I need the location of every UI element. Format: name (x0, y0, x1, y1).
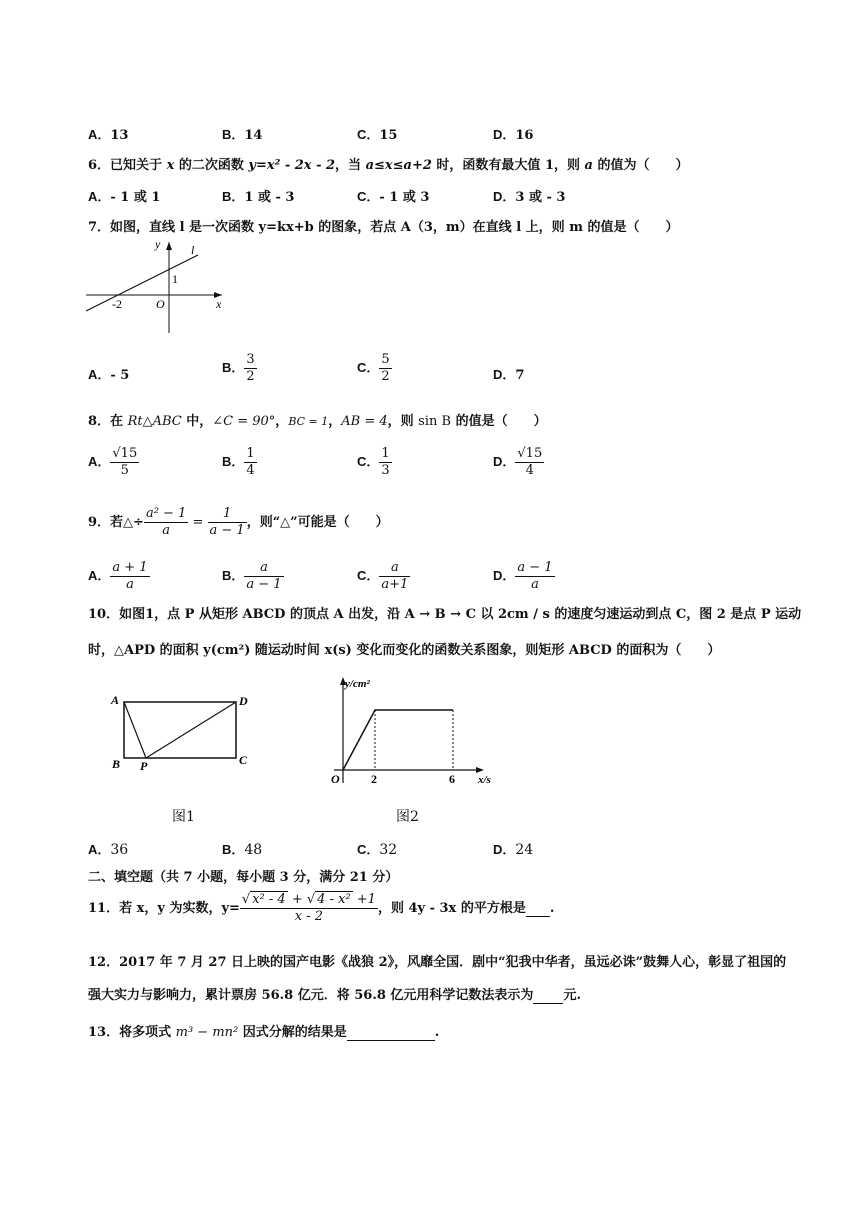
q9-option-a (88, 560, 150, 593)
q7-y-arrow (166, 242, 172, 250)
q10-figure-1 (108, 690, 258, 774)
q8-option-b-den: 4 (246, 463, 255, 478)
q8-option-a-den: 5 (120, 463, 129, 478)
q7-graph (80, 236, 230, 336)
fig1-label-a: A (111, 693, 120, 707)
fig2-tick-6: 6 (449, 772, 455, 786)
q11-plus: + (287, 892, 307, 907)
q6-var-a: a (584, 158, 593, 173)
q9-num: a² − 1 (145, 506, 187, 521)
q11-stem (88, 892, 554, 925)
q6-option-a-value: - 1 或 1 (110, 190, 161, 205)
q9-equals: = (188, 515, 208, 530)
q8-option-c-label: C． (357, 454, 380, 469)
segment-ap (124, 702, 146, 758)
q7-option-c-den: 2 (381, 369, 390, 384)
q8-sinb: sin B (418, 414, 452, 429)
q5-option-a-label: A． (88, 127, 111, 142)
q12-text-a: 强大实力与影响力，累计票房 56.8 亿元．将 56.8 亿元用科学记数法表示为 (88, 988, 534, 1003)
q5-option-b (222, 124, 262, 143)
q11-answer-blank[interactable] (526, 901, 550, 917)
q9-option-a-label: A． (88, 568, 111, 583)
q12-line-1: 12．2017 年 7 月 27 日上映的国产电影《战狼 2》，风靡全国．剧中“犯我中华者，虽远必诛”鼓舞人心，彰显了祖国的 (88, 955, 787, 970)
q9-fraction-2 (208, 506, 247, 539)
q8-option-a-fraction (110, 446, 139, 479)
q7-option-d-value: 7 (515, 368, 525, 383)
q13-answer-blank[interactable] (347, 1025, 435, 1041)
q9-stem (88, 506, 389, 539)
q13-text-a: 13．将多项式 (88, 1025, 176, 1040)
q9-option-b-den: a − 1 (246, 577, 282, 592)
q11-text-c: . (549, 901, 555, 916)
q7-option-b (222, 352, 257, 385)
q9-option-d-den: a (531, 577, 539, 592)
q8-bc: BC = 1 (288, 415, 329, 428)
q10-option-a-value: 36 (110, 842, 129, 858)
q8-option-c-num: 1 (381, 446, 390, 461)
q6-var-x: x (166, 158, 175, 173)
q6-text-b: 的二次函数 (174, 158, 249, 173)
q10-line-2: 时，△APD 的面积 y(cm²) 随运动时间 x(s) 变化而变化的函数关系图象，则矩形 ABCD 的面积为（ ） (88, 643, 721, 658)
q5-option-d-label: D． (493, 127, 516, 142)
q8-text-a: 8．在 (88, 414, 128, 429)
q8-option-b-fraction (244, 446, 256, 479)
q8-ab: AB = 4 (341, 414, 388, 429)
q9-option-c-label: C． (357, 568, 380, 583)
q8-angle: ∠C = 90° (212, 414, 276, 429)
q6-option-d-value: 3 或 - 3 (515, 190, 566, 205)
q5-option-a (88, 124, 128, 143)
fig2-x-label: x/s (478, 774, 491, 786)
q6-stem (88, 154, 689, 173)
q11-numerator: √ x² - 4 + √ 4 - x² +1 (241, 892, 376, 907)
q5-option-d-value: 16 (515, 128, 534, 143)
segment-pd (146, 702, 236, 758)
q8-text-j: 的值是（ ） (451, 414, 547, 429)
q9-den: a (162, 523, 171, 538)
q13-stem (88, 1021, 439, 1041)
q7-option-b-num: 3 (246, 352, 255, 367)
q10-option-c-label: C． (357, 842, 380, 857)
q5-option-c-label: C． (357, 127, 380, 142)
rectangle-abcd (124, 702, 236, 758)
q6-option-b-label: B． (222, 189, 245, 204)
q7-l-label: l (191, 243, 195, 257)
fig2-y-label: y/cm² (345, 678, 370, 690)
q9-option-b (222, 560, 284, 593)
q6-option-b (222, 186, 294, 205)
q7-stem: 7．如图，直线 l 是一次函数 y=kx+b 的图象，若点 A（3，m）在直线 l 上，则 m 的值是（ ） (88, 220, 679, 235)
q5-option-d (493, 124, 533, 143)
q8-option-b (222, 446, 257, 479)
q10-option-b-value: 48 (244, 842, 263, 858)
q10-option-b (222, 839, 262, 858)
q8-option-c-fraction (379, 446, 391, 479)
q7-y-label: y (155, 237, 161, 251)
q7-option-c (357, 352, 392, 385)
q8-text-d: ， (275, 414, 289, 429)
q9-option-d-fraction (515, 560, 554, 593)
q10-option-a-label: A． (88, 842, 111, 857)
fig2-x-arrow (476, 767, 484, 773)
q8-stem (88, 410, 547, 429)
q10-figure-2 (312, 675, 502, 790)
q7-option-d (493, 364, 524, 383)
fig2-tick-2: 2 (371, 772, 377, 786)
q11-plus-one: +1 (352, 892, 376, 907)
q7-option-c-label: C． (357, 360, 380, 375)
q8-option-b-label: B． (222, 454, 245, 469)
q8-text-b: 中， (181, 414, 213, 429)
q10-figure-2-caption: 图2 (396, 809, 419, 825)
fig1-label-d: D (239, 694, 248, 708)
q5-option-b-value: 14 (244, 128, 263, 143)
q9-option-b-num: a (244, 560, 283, 577)
q6-option-d-label: D． (493, 189, 516, 204)
q10-option-d-value: 24 (515, 842, 534, 858)
q13-expression: m³ − mn² (175, 1025, 239, 1040)
q11-radical-1: x² - 4 (252, 892, 286, 907)
q6-text-e: 的值为（ ） (592, 158, 689, 173)
fig1-label-p: P (140, 759, 148, 773)
q9-text-a: 9．若△÷ (88, 515, 144, 530)
q7-option-c-num: 5 (381, 352, 390, 367)
q11-fraction (240, 892, 378, 925)
q9-option-a-num: a + 1 (112, 560, 148, 575)
q5-option-c (357, 124, 397, 143)
q8-option-c-den: 3 (381, 463, 390, 478)
q6-text-c: ，当 (335, 158, 366, 173)
q8-option-a-label: A． (88, 454, 111, 469)
q7-option-c-fraction (379, 352, 391, 385)
q8-option-d-fraction (515, 446, 544, 479)
q8-text-f: ， (328, 414, 342, 429)
q5-option-b-label: B． (222, 127, 245, 142)
q6-option-a (88, 186, 160, 205)
q8-option-d-num: √15 (517, 446, 543, 461)
q8-text-h: ，则 (387, 414, 419, 429)
q7-intercept-1: 1 (172, 272, 178, 286)
q6-option-b-value: 1 或 - 3 (244, 190, 295, 205)
q12-line-2 (88, 984, 581, 1004)
q9-option-d (493, 560, 555, 593)
q6-text-d: 时，函数有最大值 1，则 (431, 158, 585, 173)
q8-option-d (493, 446, 544, 479)
q8-option-c (357, 446, 392, 479)
q6-option-c (357, 186, 429, 205)
section-2-heading: 二、填空题（共 7 小题，每小题 3 分，满分 21 分） (88, 870, 399, 885)
q7-option-d-label: D． (493, 367, 516, 382)
q7-line-l (86, 255, 198, 311)
q6-option-a-label: A． (88, 189, 111, 204)
q9-option-b-label: B． (222, 568, 245, 583)
q8-option-d-den: 4 (525, 463, 534, 478)
q6-function: y=x² - 2x - 2 (248, 158, 336, 173)
q6-option-d (493, 186, 565, 205)
q9-option-a-den: a (126, 577, 134, 592)
q9-den2: a − 1 (209, 523, 245, 538)
q10-figure-1-caption: 图1 (172, 809, 195, 825)
q10-option-c-value: 32 (379, 842, 398, 858)
fig2-origin: O (331, 772, 340, 786)
q12-text-b: 元. (563, 988, 581, 1003)
q8-option-d-label: D． (493, 454, 516, 469)
q9-option-d-label: D． (493, 568, 516, 583)
q9-option-c-den: a+1 (381, 577, 409, 592)
q7-origin: O (156, 297, 165, 311)
q7-option-a-label: A． (88, 367, 111, 382)
q10-option-b-label: B． (222, 842, 245, 857)
q13-text-b: 因式分解的结果是 (238, 1025, 347, 1040)
q11-text-a: 11．若 x，y 为实数，y= (88, 901, 240, 916)
q5-option-c-value: 15 (379, 128, 398, 143)
q9-text-b: ，则“△”可能是（ ） (246, 515, 389, 530)
fig2-area-graph (343, 710, 453, 770)
q6-condition: a≤x≤a+2 (365, 158, 432, 173)
q13-text-c: . (434, 1025, 440, 1040)
q9-fraction-1 (144, 506, 188, 539)
q7-option-a (88, 364, 129, 383)
q9-num2: 1 (208, 506, 247, 523)
q6-text-a: 6．已知关于 (88, 158, 167, 173)
q7-x-label: x (216, 297, 222, 311)
q9-option-d-num: a − 1 (517, 560, 553, 575)
q9-option-c (357, 560, 410, 593)
q7-option-a-value: - 5 (110, 368, 130, 383)
fig1-label-b: B (112, 757, 121, 771)
q7-option-b-label: B． (222, 360, 245, 375)
q11-radical-2: 4 - x² (317, 892, 351, 907)
q8-option-b-num: 1 (246, 446, 255, 461)
q8-triangle: Rt△ABC (127, 414, 182, 429)
q7-option-b-den: 2 (246, 369, 255, 384)
q12-answer-blank[interactable] (533, 988, 563, 1004)
q7-intercept-neg2: -2 (112, 297, 122, 311)
q6-option-c-value: - 1 或 3 (379, 190, 430, 205)
q10-line-1: 10．如图1，点 P 从矩形 ABCD 的顶点 A 出发，沿 A → B → C 以 2cm / s 的速度匀速运动到点 C，图 2 是点 P 运动 (88, 607, 802, 622)
q10-option-c (357, 839, 397, 858)
q9-option-a-fraction (110, 560, 149, 593)
q10-option-a (88, 839, 128, 858)
q11-denominator: x - 2 (294, 909, 324, 924)
fig1-label-c: C (239, 753, 248, 767)
q6-option-c-label: C． (357, 189, 380, 204)
q10-option-d-label: D． (493, 842, 516, 857)
q11-text-b: ，则 4y - 3x 的平方根是 (377, 901, 526, 916)
q7-option-b-fraction (244, 352, 256, 385)
q9-option-b-fraction (244, 560, 283, 593)
q5-option-a-value: 13 (110, 128, 129, 143)
q10-option-d (493, 839, 533, 858)
q8-option-a (88, 446, 139, 479)
q9-option-c-num: a (379, 560, 410, 577)
q9-option-c-fraction (379, 560, 410, 593)
q8-option-a-num: √15 (112, 446, 138, 461)
